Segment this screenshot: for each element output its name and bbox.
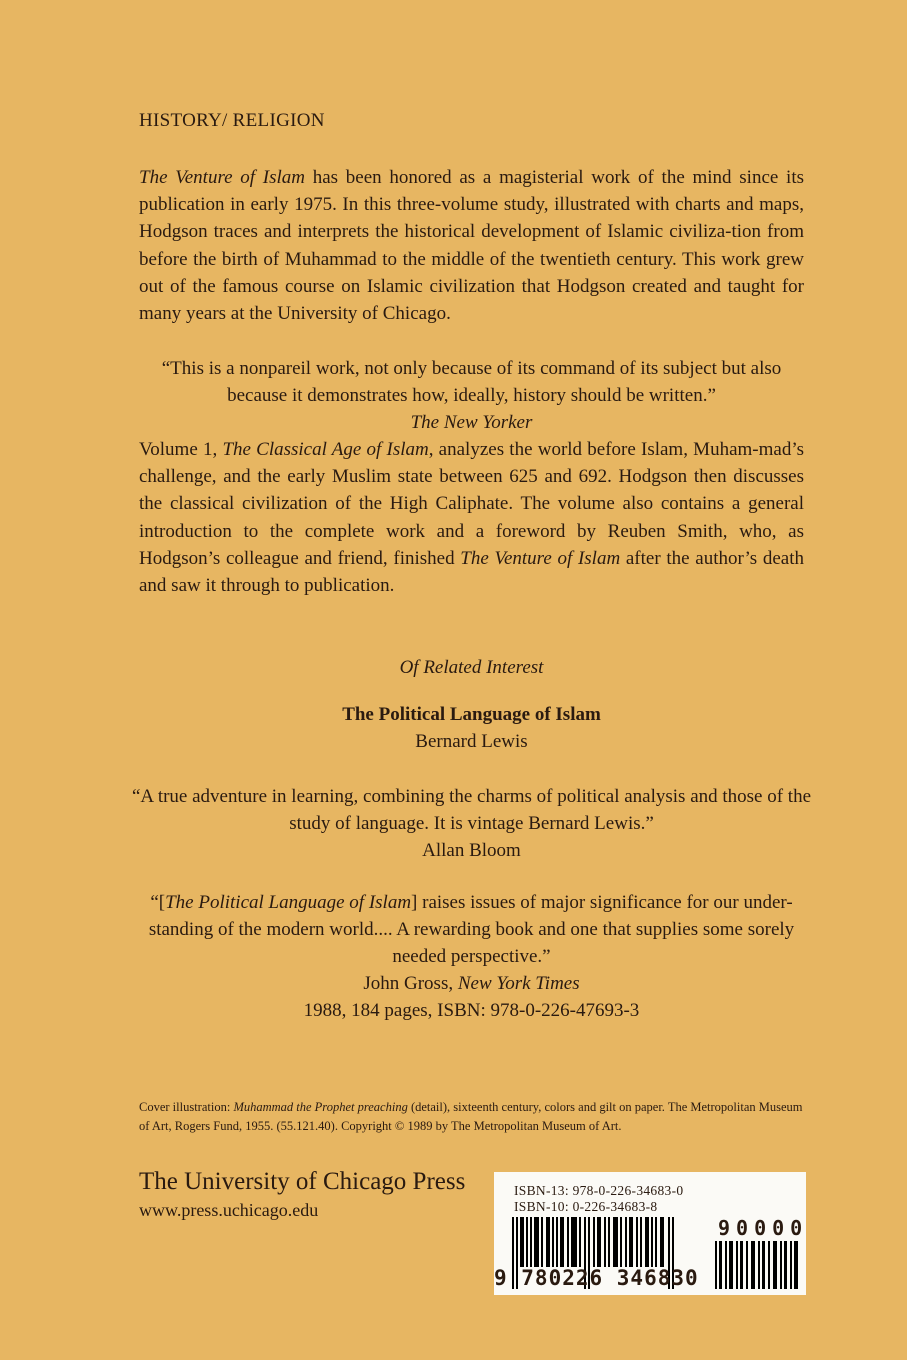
book-description: The Venture of Islam has been honored as a magisterial work of the mind since its publication in early 1975. In this three-volume study, illustrated with charts and maps, Hodgson traces and interprets the historical development of Islamic civiliza-tion from before the birth of Muhammad to the middle of the twentieth century. This work grew out of the famous course on Islamic civilization that Hodgson created and taught for many years at the University of Chicago. <box>139 167 804 325</box>
review-source: Allan Bloom <box>422 840 521 861</box>
review-john-gross <box>139 889 804 1024</box>
publisher-website: www.press.uchicago.edu <box>139 1200 319 1220</box>
isbn-10: ISBN-10: 0-226-34683-8 <box>514 1199 658 1214</box>
cover-credit: Cover illustration: Muhammad the Prophet preaching (detail), sixteenth century, colors and gilt on paper. The Metropolitan Museum of Art, Rogers Fund, 1955. (55.121.40). Copyright © 1989 by The Metropolitan Museum of Art. <box>139 1100 803 1133</box>
isbn-13: ISBN-13: 978-0-226-34683-0 <box>514 1183 684 1198</box>
review-allan-bloom <box>131 783 812 864</box>
category-label: HISTORY/ RELIGION <box>139 110 325 131</box>
related-book <box>139 701 804 755</box>
barcode-addon <box>713 1241 801 1289</box>
related-book-title: The Political Language of Islam <box>342 704 601 725</box>
related-book-details: 1988, 184 pages, ISBN: 978-0-226-47693-3 <box>303 1000 640 1021</box>
barcode-panel <box>494 1172 809 1295</box>
volume-description: Volume 1, The Classical Age of Islam, analyzes the world before Islam, Muham-mad’s challenge, and the early Muslim state between 625 and 692. Hodgson then discusses the classical civilization of the High Caliphate. The volume also contains a general introduction to the complete work and a foreword by Reuben Smith, who, as Hodgson’s colleague and friend, finished The Venture of Islam after the author’s death and saw it through to publication. <box>139 439 805 597</box>
review-quote: “A true adventure in learning, combining the charms of political analysis and those of the study of language. It is vintage Bernard Lewis.” <box>131 786 812 834</box>
review-quote: “[The Political Language of Islam] raises issues of major significance for our under-standing of the modern world.... A rewarding book and one that supplies some sorely needed perspective.” <box>148 892 795 967</box>
book-title-italic: The Venture of Islam <box>139 167 306 188</box>
review-source: John Gross, New York Times <box>363 973 580 994</box>
price-code: 90000 <box>718 1216 809 1240</box>
related-heading: Of Related Interest <box>399 657 544 678</box>
review-new-yorker <box>139 355 804 436</box>
publisher-name: The University of Chicago Press <box>139 1168 466 1195</box>
related-book-author: Bernard Lewis <box>415 731 528 752</box>
review-source: The New Yorker <box>410 412 533 433</box>
review-quote: “This is a nonpareil work, not only because of its command of its subject but also because it demonstrates how, ideally, history should be written.” <box>161 358 782 406</box>
barcode-digits: 9 780226 346830 <box>494 1266 699 1290</box>
